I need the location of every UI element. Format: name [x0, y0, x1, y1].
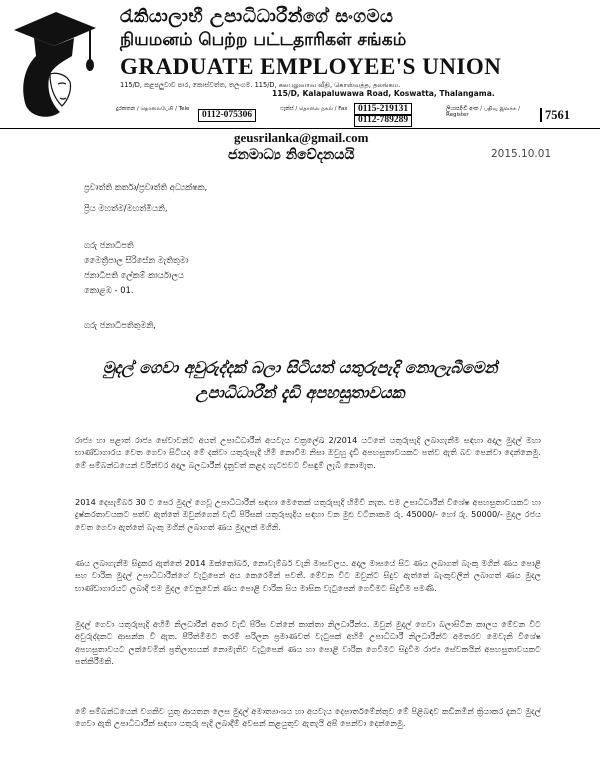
paragraph-5: මේ සම්බන්ධයෙන් වගකිව යුතු ආයතන ලෙස මුදල් අමාත්‍යාංශය හා අයවැය දෙපාර්තමේන්තුව මේ පිළිබඳව කඩිනමින් ක්‍රියාකර දැනට මුදල් ගෙවා ඇති උපාධිධාරීන් සඳහා යතුරු පැදි ලබාදීම් අවසන් කළයුතුව ඇතැයි අපි පෙන්වා දෙන්නෙමු.	[75, 706, 541, 729]
email-address: geusrilanka@gmail.com	[234, 130, 369, 145]
address-local: 115/D, කළපලුවාව පාර, කොස්වත්ත, තලංගම. 115/D, கலபலுவாவ வீதி, கொஸ்வத்த, தலங்கம.	[120, 81, 401, 89]
union-name-english: GRADUATE EMPLOYEE'S UNION	[120, 54, 502, 79]
salutation-line-2: ප්‍රිය මහත්ම/මහත්මියනි,	[84, 203, 168, 213]
union-name-sinhala: රැකියාලාභී උපාධිධාරීන්ගේ සංගමය	[120, 6, 394, 27]
register-label: ලියාපදිංචි අංක / பதிவு இலக்க / Register	[446, 106, 520, 118]
letter-date: 2015.10.01	[491, 148, 552, 160]
paragraph-1: රාජ්‍ය හා පළාත් රාජ්‍ය සේවාවන්ට අයත් උපාධිධාරීන් අයවැය චක්‍රලේඛ 2/2014 යටතේ යතුරුපැදි ලබාගැනීම සඳහා අදාල මුදල් මහා භාණ්ඩාගාරය වෙත ගෙවා සිටියද මේ දක්වා යතුරුපැදි හිමි නොවීම නිසා ඔවුහු දැඩි අපහසුතාවයකට පත්ව ඇති බව පෙන්වා දෙන්නෙමු. මේ සම්බන්ධයෙන් වරින්වර අදාල බලධාරීන් දැනුවත් කළද ගැටළුවට විසඳුම් ලැබී නොමැත.	[75, 435, 541, 470]
greeting: ගරු ජනාධිපතිතුමනි,	[84, 320, 156, 330]
recipient-line-4: කොළඹ - 01.	[84, 285, 134, 295]
notice-title: ජනමාධ්‍ය නිවේදනයයි	[228, 147, 355, 163]
header-divider	[0, 128, 600, 129]
recipient-line-2: මෛත්‍රීපාල සිරිසේන මැතිතුමා	[84, 255, 189, 265]
union-logo	[6, 2, 98, 120]
subject-line-1: මුදල් ගෙවා අවුරුද්දක් බලා සිටියත් යතුරුපැදි නොලැබීමෙන්	[102, 358, 498, 377]
subject-line-2: උපාධිධාරීන් දැඩි අපහසුතාවයක	[195, 383, 405, 402]
contact-bar	[116, 104, 594, 126]
tele-label: දුරකතන / தொலைபேசி / Tele	[116, 106, 190, 112]
paragraph-3: ණය ලබාගැනීම සිදුකර ඇත්තේ 2014 ඔක්තෝබර්, නොවැම්බර් වැනි මාසවලය. අදාල මාසයේ සිට ණය ලබාගත් බැංකු මගින් ණය පොළී සහ වාරික මුදල් උපාධිධාරීන්ගේ වැටුපෙන් අය කෙරෙමින් පවතී. මේවන විට ඔවුන්ට සිදුව ඇත්තේ බැංකුවලින් ලබාගත් ණය මුදල භාණ්ඩාගාරයට ලබාදී එම මුදල වෙනුවෙන් ණය පොළී වාරික සිය මාසික වැටුපෙන් ගෙවීමට සිදුවීම පමණි.	[75, 558, 541, 593]
recipient-line-1: ගරු ජනාධිපති	[84, 240, 134, 250]
fax-number-2: 0112-789289	[354, 114, 412, 127]
paragraph-2: 2014 දෙසැම්බර් 30 ට පෙර මුදල් ගෙවූ උපාධිධාරීන් සඳහා මෙතෙක් යතුරුපැදි හිමිවී නැත. එම උපාධිධාරීන් විශේෂ අපහසුතාවයකට හා දුෂ්කරතාවයකට පත්ව ඇත්තේ ඔවුන්ගෙන් වැඩි පිරිසක් යතුරුපැදිය සඳහා වන මුළු වටිනාකම රු. 45000/- හෝ රු. 50000/- මුදල රජය වෙත ගෙවා ඇත්තේ බැංකු මගින් ලබාගත් ණය මුදලක් මගිනි.	[75, 497, 541, 532]
tele-number: 0112-075306	[198, 109, 256, 122]
union-name-tamil: நியமனம் பெற்ற பட்டதாரிகள் சங்கம்	[120, 30, 407, 50]
fax-label: ෆැක්ස් / தொலை நகல் / Fax	[280, 106, 348, 112]
fax-number-1: 0115-219131	[354, 103, 412, 116]
paragraph-4: මුදල් ගෙවා යතුරුපැදි අහිමි නිලධාරීන් අතර වැඩි පිරිස වන්නේ කාන්තා නිලධාරීන්ය. ඔවුන් මුදල් ගෙවා බලාසිටින කාලය මේවන විට අවුරුද්දකට ආසන්න වී ඇත. පීරිත්මීමට තරම් සරිලන ප්‍රමාණවත් වැටුපක් අහිමි උපාධිධාරී නිලධාරීන්ට අමතරව මෙවැනි විශේෂ අපහසුතාවයට ලක්වෙමින් ප්‍රතිලාභයක් නොමැතිව වැටුපෙන් ණය හා පොළී වාරික ගෙවීමට සිදුවීම රාජ්‍ය සේවකයින් අපහසුතාවයකට පත්කිරීමකි.	[75, 619, 541, 666]
salutation-line-1: ප්‍රවෘත්ති කර්තෘ/ප්‍රවෘත්ති අධ්‍යක්ෂක,	[84, 182, 208, 192]
address-english: 115/D, Kalapaluwawa Road, Koswatta, Thalangama.	[272, 89, 495, 98]
register-number: 7561	[540, 108, 570, 122]
recipient-line-3: ජනාධිපති ලේකම් කාර්යාලය	[84, 270, 184, 280]
